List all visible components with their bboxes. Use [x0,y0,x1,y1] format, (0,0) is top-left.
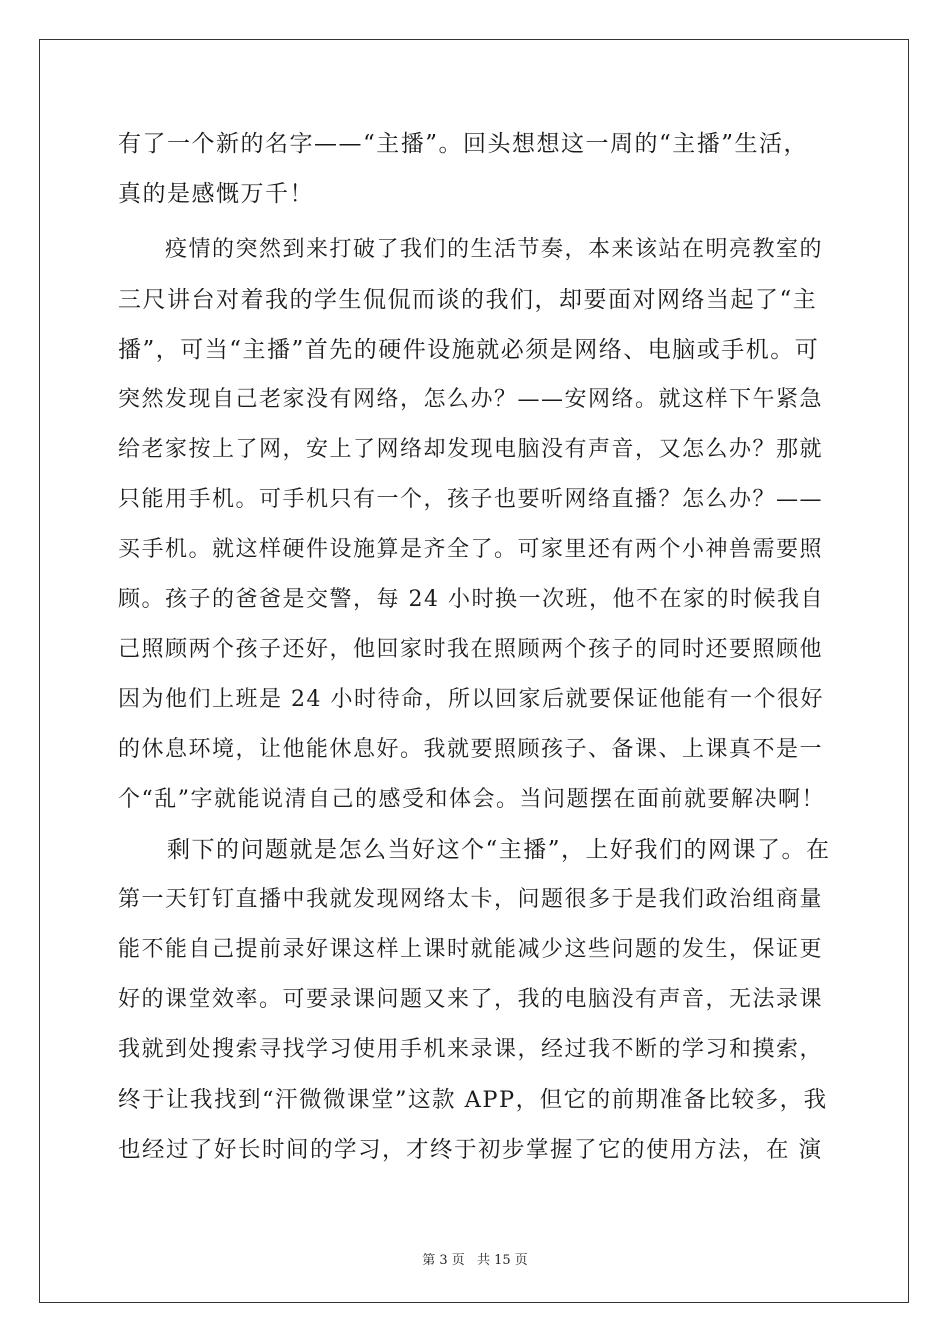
text-line: 因为他们上班是 24 小时待命，所以回家后就要保证他能有一个很好 [118,687,824,712]
text-line: 有了一个新的名字——“主播”。回头想想这一周的“主播”生活， [118,131,809,157]
text-line: 给老家按上了网，安上了网络却发现电脑没有声音，又怎么办？那就 [118,437,824,462]
text-line: 能不能自己提前录好课这样上课时就能减少这些问题的发生，保证更 [118,937,824,962]
page-total: 共 15 页 [476,1253,528,1268]
text-line: 剩下的问题就是怎么当好这个“主播”，上好我们的网课了。在 [118,837,831,863]
text-line: 买手机。就这样硬件设施算是齐全了。可家里还有两个小神兽需要照 [118,537,824,562]
text-line: 三尺讲台对着我的学生侃侃而谈的我们，却要面对网络当起了“主 [118,287,818,313]
text-line: 播”，可当“主播”首先的硬件设施就必须是网络、电脑或手机。可 [118,337,820,363]
text-line: 的休息环境，让他能休息好。我就要照顾孩子、备课、上课真不是一 [118,737,824,762]
text-line: 真的是感慨万千！ [118,181,314,207]
text-line: 终于让我找到“汗微微课堂”这款 APP，但它的前期准备比较多，我 [118,1087,828,1113]
text-line: 我就到处搜索寻找学习使用手机来录课，经过我不断的学习和摸索， [118,1037,824,1062]
text-line: 突然发现自己老家没有网络，怎么办？——安网络。就这样下午紧急 [118,387,824,412]
page-footer [0,1249,950,1268]
text-line: 只能用手机。可手机只有一个，孩子也要听网络直播？怎么办？—— [118,487,824,512]
text-line: 己照顾两个孩子还好，他回家时我在照顾两个孩子的同时还要照顾他 [118,637,824,662]
page-number: 第 3 页 [422,1253,465,1268]
text-line: 也经过了好长时间的学习，才终于初步掌握了它的使用方法，在 演 [118,1137,823,1163]
text-line: 个“乱”字就能说清自己的感受和体会。当问题摆在面前就要解决啊！ [118,787,825,812]
text-line: 好的课堂效率。可要录课问题又来了，我的电脑没有声音，无法录课 [118,987,824,1012]
text-line: 顾。孩子的爸爸是交警，每 24 小时换一次班，他不在家的时候我自 [118,587,824,612]
text-line: 疫情的突然到来打破了我们的生活节奏，本来该站在明亮教室的 [118,237,824,262]
text-line: 第一天钉钉直播中我就发现网络太卡，问题很多于是我们政治组商量 [118,887,824,912]
